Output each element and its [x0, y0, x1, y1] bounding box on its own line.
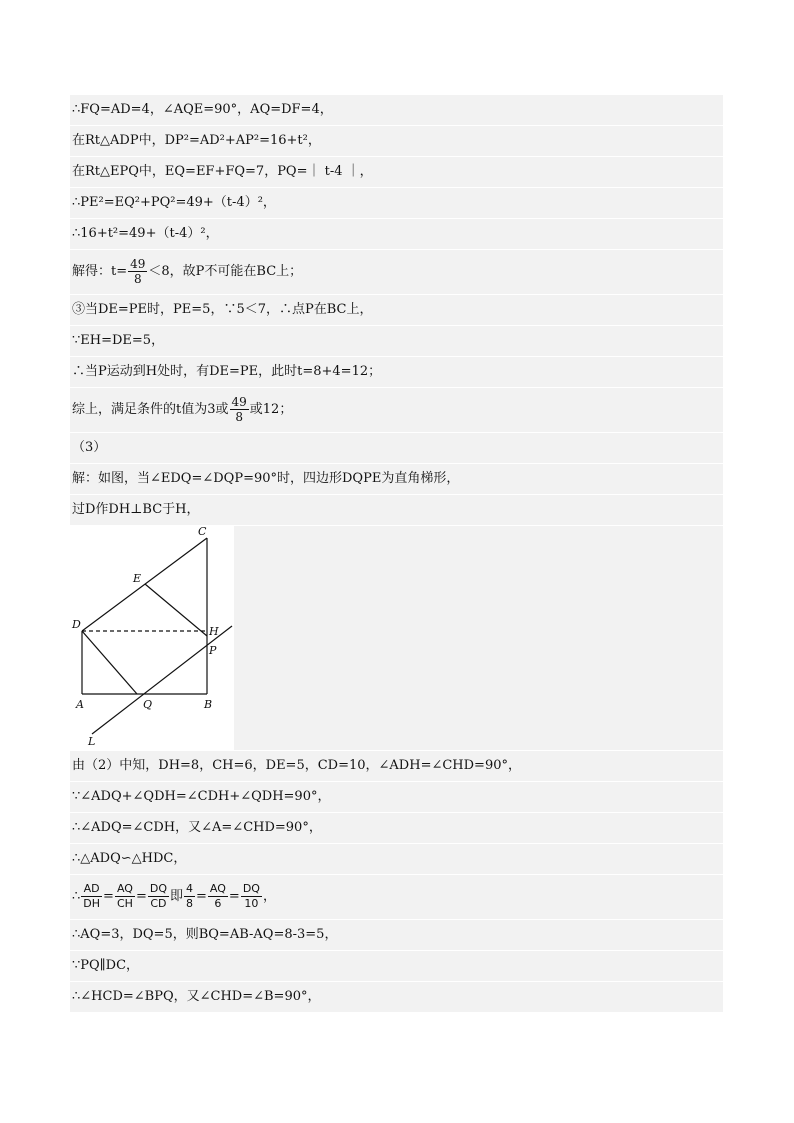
segment-dc — [82, 538, 207, 631]
geometry-figure — [70, 526, 234, 750]
fraction — [230, 395, 249, 424]
text-line: ∵PQ∥DC， — [70, 951, 723, 982]
fraction-numerator: AQ — [209, 882, 226, 895]
fraction — [208, 882, 228, 911]
fraction — [241, 882, 262, 911]
text-line — [70, 875, 723, 920]
text-segment: ∴ — [72, 889, 81, 904]
segment-dq — [82, 631, 137, 694]
label-e: E — [133, 572, 142, 585]
text-line: 在Rt△ADP中，DP²=AD²+AP²=16+t²， — [70, 126, 723, 157]
text-line: ∴AQ=3，DQ=5，则BQ=AB-AQ=8-3=5， — [70, 920, 723, 951]
text-line: ∵EH=DE=5， — [70, 326, 723, 357]
text-line: ③当DE=PE时，PE=5，∵5＜7，∴点P在BC上， — [70, 295, 723, 326]
text-line: 在Rt△EPQ中，EQ=EF+FQ=7，PQ=｜ t-4 ｜， — [70, 157, 723, 188]
line-l — [92, 626, 232, 734]
fraction-denominator: 8 — [186, 897, 193, 910]
text-line: 解：如图，当∠EDQ=∠DQP=90°时，四边形DQPE为直角梯形， — [70, 464, 723, 495]
text-line: 过D作DH⊥BC于H， — [70, 495, 723, 526]
fraction-numerator: AD — [81, 882, 102, 897]
label-a: A — [76, 698, 84, 711]
equals-sign: = — [135, 889, 147, 904]
fraction — [184, 882, 195, 911]
text-segment: 或12； — [249, 402, 293, 417]
fraction-denominator: CH — [116, 897, 133, 910]
text-line: ∵∠ADQ+∠QDH=∠CDH+∠QDH=90°， — [70, 782, 723, 813]
equals-sign: = — [196, 889, 207, 904]
label-q: Q — [143, 698, 153, 711]
fraction — [81, 882, 102, 911]
label-h: H — [209, 625, 219, 638]
fraction-denominator: 10 — [244, 897, 259, 910]
fraction-denominator: 8 — [235, 410, 243, 424]
label-l: L — [88, 735, 96, 748]
text-line: ∴∠ADQ=∠CDH，又∠A=∠CHD=90°， — [70, 813, 723, 844]
fraction — [128, 257, 147, 286]
text-line: （3） — [70, 433, 723, 464]
fraction — [148, 882, 169, 911]
fraction-denominator: 8 — [133, 272, 142, 286]
text-line: ∴16+t²=49+（t-4）²， — [70, 219, 723, 250]
text-line: ∴FQ=AD=4，∠AQE=90°，AQ=DF=4， — [70, 95, 723, 126]
text-line — [70, 250, 723, 295]
fraction-numerator: DQ — [242, 882, 260, 895]
label-d: D — [72, 618, 81, 631]
text-line: ∴∠HCD=∠BPQ，又∠CHD=∠B=90°， — [70, 982, 723, 1013]
text-segment: ＜8，故P不可能在BC上； — [148, 264, 303, 279]
text-segment: ， — [262, 889, 276, 904]
fraction-denominator: DH — [83, 897, 101, 910]
text-line — [70, 388, 723, 433]
label-b: B — [204, 698, 213, 711]
fraction-denominator: CD — [150, 897, 167, 910]
text-line: ∴△ADQ∽△HDC， — [70, 844, 723, 875]
geometry-diagram — [70, 526, 234, 750]
figure-row — [70, 526, 723, 751]
text-segment: 综上，满足条件的t值为3或 — [72, 402, 229, 417]
text-line: ∴PE²=EQ²+PQ²=49+（t-4）²， — [70, 188, 723, 219]
text-line: ∴当P运动到H处时，有DE=PE，此时t=8+4=12； — [70, 357, 723, 388]
label-p: P — [209, 644, 217, 657]
fraction-numerator: AQ — [116, 882, 133, 895]
fraction-numerator: 49 — [130, 257, 146, 271]
label-c: C — [198, 526, 207, 538]
fraction-numerator: DQ — [149, 882, 167, 895]
text-segment: 解得：t= — [72, 264, 128, 279]
solution-text — [70, 95, 723, 1013]
fraction-numerator: 49 — [231, 395, 247, 409]
fraction — [115, 882, 135, 911]
segment-eh — [145, 584, 207, 636]
text-segment: 即 — [169, 889, 183, 904]
equals-sign: = — [228, 889, 240, 904]
fraction-numerator: 4 — [186, 882, 193, 895]
fraction-denominator: 6 — [214, 897, 222, 910]
text-line: 由（2）中知，DH=8，CH=6，DE=5，CD=10，∠ADH=∠CHD=90°， — [70, 751, 723, 782]
equals-sign: = — [103, 889, 114, 904]
